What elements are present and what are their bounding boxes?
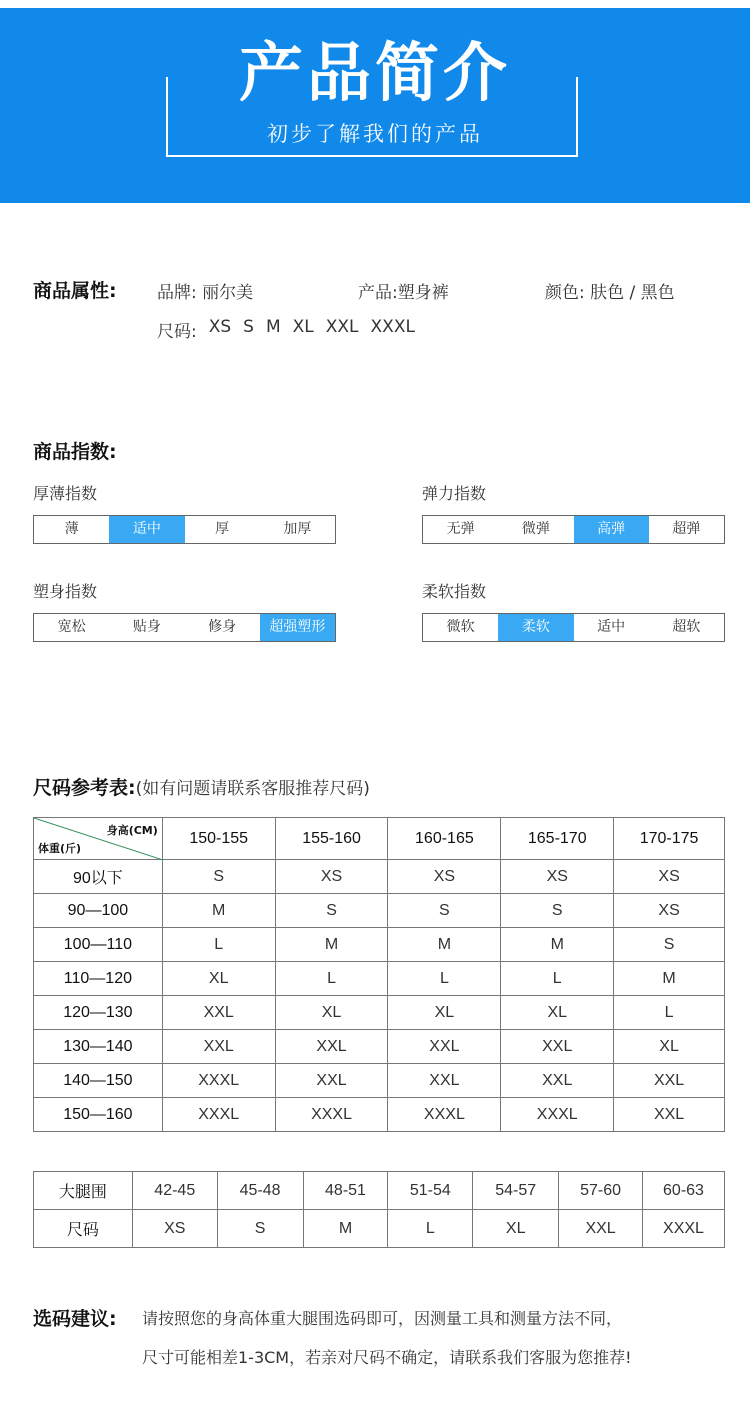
height-range: 160-165 [388,818,501,860]
thigh-size: L [388,1210,473,1248]
weight-range: 130—140 [34,1030,163,1064]
size-cell: S [388,894,501,928]
thickness-option: 厚 [215,521,230,537]
weight-range: 90—100 [34,894,163,928]
size-cell: XL [162,962,275,996]
elasticity-option: 微弹 [521,521,550,537]
attr-size: XXXL [370,317,415,337]
size-cell: XL [388,996,501,1030]
size-cell: XXXL [388,1098,501,1132]
weight-range: 110—120 [34,962,163,996]
size-cell: XL [614,1030,725,1064]
weight-range: 90以下 [34,860,163,894]
thigh-range: 45-48 [217,1172,303,1210]
size-cell: L [388,962,501,996]
size-cell: L [614,996,725,1030]
table-row [34,1030,725,1064]
size-cell: XL [501,996,614,1030]
thickness-bar [33,515,336,544]
attr-brand: 品牌: 丽尔美 [157,283,254,303]
thigh-size-label: 尺码 [34,1210,133,1248]
softness-option: 适中 [597,619,626,635]
softness-option: 超软 [672,619,701,635]
size-cell: XXL [275,1030,388,1064]
size-cell: XS [388,860,501,894]
size-cell: XXXL [501,1098,614,1132]
size-cell: XXL [388,1064,501,1098]
thigh-size: XL [473,1210,559,1248]
thigh-size-row [34,1210,725,1248]
size-cell: S [162,860,275,894]
size-cell: S [614,928,725,962]
shaping-label: 塑身指数 [33,582,98,601]
size-cell: L [275,962,388,996]
shaping-option: 修身 [208,619,237,635]
advice-line-2: 尺寸可能相差1-3CM，若亲对尺码不确定，请联系我们客服为您推荐! [142,1348,632,1367]
thickness-option: 适中 [109,516,184,543]
size-cell: M [501,928,614,962]
height-range: 150-155 [162,818,275,860]
size-table [33,817,725,1132]
thickness-option: 薄 [64,521,79,537]
banner-subtitle: 初步了解我们的产品 [267,122,483,146]
shaping-option: 宽松 [57,619,86,635]
thigh-range: 57-60 [559,1172,643,1210]
size-cell: M [614,962,725,996]
attr-size-label: 尺码: [157,322,197,342]
attr-product: 产品:塑身裤 [358,283,449,303]
thigh-range: 54-57 [473,1172,559,1210]
attr-size: XS [208,317,232,337]
elasticity-option: 高弹 [574,516,649,543]
table-row [34,962,725,996]
elasticity-option: 无弹 [446,521,475,537]
size-cell: XS [614,894,725,928]
size-cell: XXL [501,1030,614,1064]
size-cell: M [388,928,501,962]
weight-range: 120—130 [34,996,163,1030]
table-row [34,1064,725,1098]
size-cell: XL [275,996,388,1030]
thigh-size: XS [132,1210,217,1248]
size-cell: S [501,894,614,928]
size-cell: XS [614,860,725,894]
attr-size: M [265,317,281,337]
thigh-size: XXL [559,1210,643,1248]
size-cell: XXL [162,996,275,1030]
size-chart-note: (如有问题请联系客服推荐尺码) [135,779,370,799]
indices-heading: 商品指数: [33,441,117,463]
weight-range: 100—110 [34,928,163,962]
attr-sizes [157,317,415,342]
height-range: 170-175 [614,818,725,860]
attr-color: 颜色: 肤色 / 黑色 [545,283,675,303]
thigh-size: XXXL [643,1210,725,1248]
table-row [34,996,725,1030]
height-range: 155-160 [275,818,388,860]
thickness-label: 厚薄指数 [33,484,98,503]
table-row [34,928,725,962]
banner-title: 产品简介 [239,37,511,111]
size-cell: M [162,894,275,928]
weight-range: 140—150 [34,1064,163,1098]
thigh-label: 大腿围 [34,1172,133,1210]
weight-range: 150—160 [34,1098,163,1132]
size-cell: L [162,928,275,962]
thigh-range: 48-51 [303,1172,388,1210]
size-table-header-row [34,818,725,860]
softness-option: 柔软 [498,614,573,641]
size-cell: M [275,928,388,962]
size-cell: XXXL [162,1064,275,1098]
size-cell: XXL [275,1064,388,1098]
thigh-table [33,1171,725,1248]
height-range: 165-170 [501,818,614,860]
size-cell: XXL [388,1030,501,1064]
thigh-size: S [217,1210,303,1248]
shaping-bar [33,613,336,642]
size-cell: L [501,962,614,996]
table-row [34,1098,725,1132]
size-cell: XS [275,860,388,894]
advice-heading: 选码建议: [33,1308,117,1330]
attr-size: S [243,317,254,337]
weight-label: 体重(斤) [38,842,82,855]
thigh-size: M [303,1210,388,1248]
size-cell: XXL [614,1098,725,1132]
softness-option: 微软 [446,619,475,635]
size-cell: XXXL [275,1098,388,1132]
advice-line-1: 请按照您的身高体重大腿围选码即可，因测量工具和测量方法不同， [142,1309,623,1328]
elasticity-bar [422,515,725,544]
size-chart-heading-row [33,773,370,800]
size-chart-heading: 尺码参考表: [33,777,136,799]
height-label: 身高(CM) [106,824,158,837]
attributes-heading: 商品属性: [33,280,117,302]
size-table-corner [34,818,163,860]
softness-bar [422,613,725,642]
table-row [34,894,725,928]
size-cell: XXL [162,1030,275,1064]
elasticity-option: 超弹 [672,521,701,537]
elasticity-label: 弹力指数 [422,484,487,503]
thigh-range: 42-45 [132,1172,217,1210]
thigh-range: 51-54 [388,1172,473,1210]
size-cell: S [275,894,388,928]
size-cell: XXL [614,1064,725,1098]
size-cell: XXXL [162,1098,275,1132]
size-cell: XXL [501,1064,614,1098]
attr-size: XL [292,317,314,337]
thigh-range: 60-63 [643,1172,725,1210]
shaping-option: 贴身 [132,619,161,635]
table-row [34,860,725,894]
size-cell: XS [501,860,614,894]
thickness-option: 加厚 [283,521,312,537]
softness-label: 柔软指数 [422,582,487,601]
thigh-row [34,1172,725,1210]
shaping-option: 超强塑形 [260,614,335,641]
attr-size: XXL [325,317,359,337]
